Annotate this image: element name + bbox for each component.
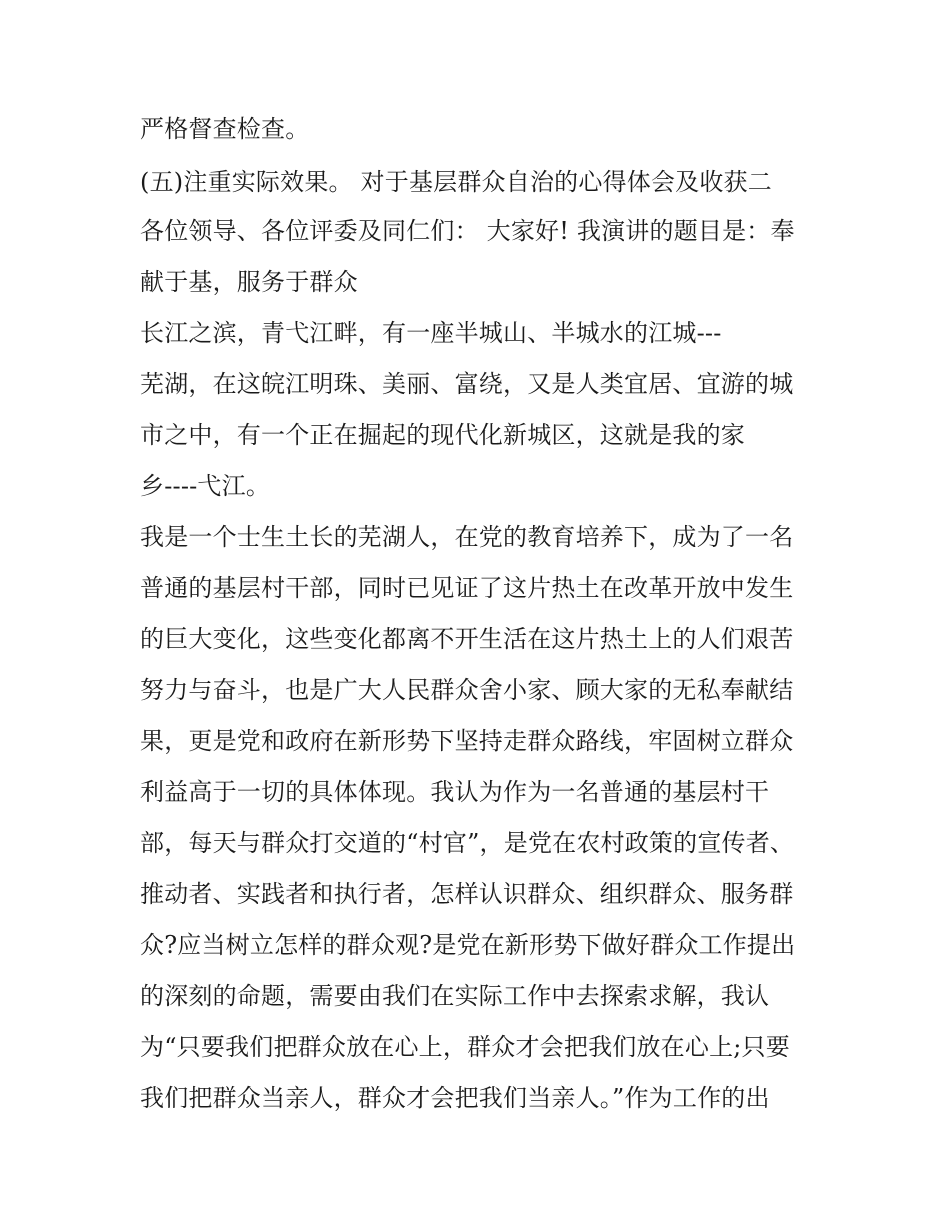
text-line: 长江之滨，青弋江畔，有一座半城山、半城水的江城--- — [140, 319, 722, 347]
text-line: 众?应当树立怎样的群众观?是党在新形势下做好群众工作提出 — [140, 931, 796, 959]
text-line: (五)注重实际效果。 对于基层群众自治的心得体会及收获二 — [140, 168, 772, 196]
text-line: 利益高于一切的具体体现。我认为作为一名普通的基层村干 — [140, 778, 770, 806]
text-line: 市之中，有一个正在掘起的现代化新城区，这就是我的家 — [140, 421, 745, 449]
text-line: 努力与奋斗，也是广大人民群众舍小家、顾大家的无私奉献结 — [140, 676, 794, 704]
text-line: 乡----弋江。 — [140, 472, 271, 500]
text-line: 果，更是党和政府在新形势下坚持走群众路线，牢固树立群众 — [140, 727, 794, 755]
text-line: 献于基，服务于群众 — [140, 268, 358, 296]
text-line: 的巨大变化，这些变化都离不开生活在这片热土上的人们艰苦 — [140, 625, 794, 653]
text-line: 普通的基层村干部，同时已见证了这片热土在改革开放中发生 — [140, 574, 794, 602]
text-line: 我们把群众当亲人，群众才会把我们当亲人。”作为工作的出 — [140, 1084, 770, 1112]
text-line: 严格督查检查。 — [140, 115, 310, 143]
text-line: 我是一个士生土长的芜湖人，在党的教育培养下，成为了一名 — [140, 523, 794, 551]
text-line: 推动者、实践者和执行者，怎样认识群众、组织群众、服务群 — [140, 880, 794, 908]
text-line: 为“只要我们把群众放在心上，群众才会把我们放在心上;只要 — [140, 1033, 790, 1061]
text-line: 的深刻的命题，需要由我们在实际工作中去探索求解，我认 — [140, 982, 770, 1010]
text-line: 各位领导、各位评委及同仁们： 大家好! 我演讲的题目是：奉 — [140, 217, 795, 245]
text-line: 部，每天与群众打交道的“村官”，是党在农村政策的宣传者、 — [140, 829, 795, 857]
text-line: 芜湖，在这皖江明珠、美丽、富绕，又是人类宜居、宜游的城 — [140, 370, 794, 398]
